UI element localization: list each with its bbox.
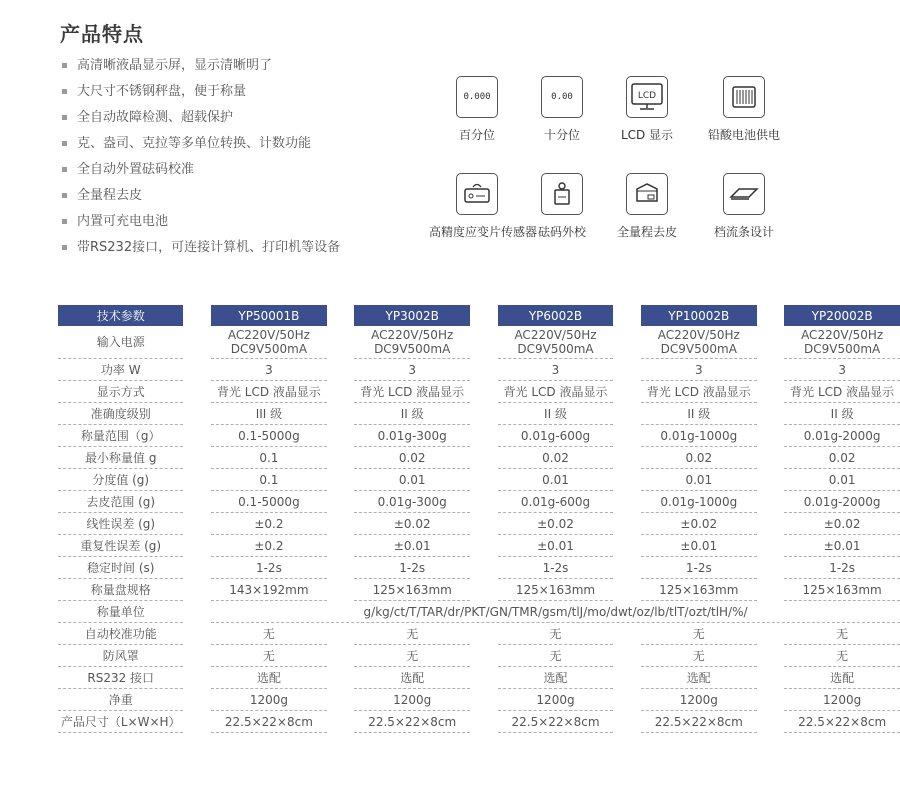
param-value: 3 — [641, 359, 757, 381]
param-value: III 级 — [211, 403, 327, 425]
param-value: 无 — [211, 623, 327, 645]
param-value: 1-2s — [211, 557, 327, 579]
param-value: 选配 — [784, 667, 900, 689]
icon-label: 全量程去皮 — [616, 225, 677, 239]
param-value: 0.01g-600g — [498, 491, 614, 513]
decile-display-icon: 0.00 — [541, 76, 583, 118]
feature-item — [60, 212, 340, 238]
spec-row — [58, 689, 900, 711]
feature-text: 全自动故障检测、超载保护 — [77, 110, 234, 125]
spec-row — [58, 403, 900, 425]
param-value: 0.02 — [784, 447, 900, 469]
param-value: 背光 LCD 液晶显示 — [498, 381, 614, 403]
feature-item — [60, 160, 340, 186]
feature-item — [60, 134, 340, 160]
param-value: 背光 LCD 液晶显示 — [641, 381, 757, 403]
feature-icon-cell — [514, 76, 610, 143]
param-value: 无 — [641, 645, 757, 667]
param-label: 称量盘规格 — [58, 579, 183, 601]
model-header: YP3002B — [354, 305, 470, 326]
feature-text: 全自动外置砝码校准 — [77, 162, 195, 177]
param-value: ±0.2 — [211, 535, 327, 557]
param-value: ±0.01 — [641, 535, 757, 557]
param-value: 22.5×22×8cm — [784, 711, 900, 733]
param-value: 125×163mm — [641, 579, 757, 601]
feature-text: 内置可充电电池 — [77, 214, 169, 229]
param-label: 准确度级别 — [58, 403, 183, 425]
param-value: 选配 — [498, 667, 614, 689]
param-label: 产品尺寸（L×W×H） — [58, 711, 183, 733]
feature-item — [60, 238, 340, 264]
feature-text: 大尺寸不锈钢秤盘，便于称量 — [77, 84, 247, 99]
param-value: ±0.02 — [784, 513, 900, 535]
param-value: 0.01g-300g — [354, 491, 470, 513]
param-value: 无 — [354, 645, 470, 667]
param-value: 选配 — [641, 667, 757, 689]
param-value: 无 — [641, 623, 757, 645]
model-header: YP20002B — [784, 305, 900, 326]
feature-text: 全量程去皮 — [77, 188, 143, 203]
spec-row — [58, 557, 900, 579]
param-value: 1-2s — [784, 557, 900, 579]
feature-icon-cell — [696, 173, 792, 240]
feature-list — [60, 56, 340, 264]
icon-label: 高精度应变片传感器 — [429, 225, 538, 239]
param-value: 125×163mm — [498, 579, 614, 601]
feature-text: 带RS232接口，可连接计算机、打印机等设备 — [77, 240, 341, 255]
bullet-icon — [62, 63, 67, 68]
param-label: 稳定时间 (s) — [58, 557, 183, 579]
spec-row — [58, 711, 900, 733]
spec-row — [58, 513, 900, 535]
param-value: ±0.02 — [641, 513, 757, 535]
param-value: 3 — [498, 359, 614, 381]
lcd-monitor-icon — [626, 76, 668, 118]
param-value: 0.01 — [641, 469, 757, 491]
param-label: 功率 W — [58, 359, 183, 381]
param-value: 0.1 — [211, 469, 327, 491]
param-value: 0.01 — [498, 469, 614, 491]
param-value: 无 — [784, 623, 900, 645]
model-header: YP50001B — [211, 305, 327, 326]
param-value: 无 — [354, 623, 470, 645]
param-value: 143×192mm — [211, 579, 327, 601]
spec-row — [58, 469, 900, 491]
param-label: 重复性误差 (g) — [58, 535, 183, 557]
param-label: 线性误差 (g) — [58, 513, 183, 535]
param-value: 0.01g-2000g — [784, 425, 900, 447]
param-value: 1200g — [498, 689, 614, 711]
param-value: 1200g — [354, 689, 470, 711]
param-value: 3 — [211, 359, 327, 381]
spec-row — [58, 359, 900, 381]
spec-row — [58, 667, 900, 689]
param-value: 22.5×22×8cm — [498, 711, 614, 733]
param-value: 背光 LCD 液晶显示 — [354, 381, 470, 403]
param-value: AC220V/50Hz DC9V500mA — [784, 326, 900, 359]
sensor-icon — [456, 173, 498, 215]
feature-item — [60, 108, 340, 134]
param-value: 0.01g-600g — [498, 425, 614, 447]
param-value: 0.01g-1000g — [641, 491, 757, 513]
param-value: 背光 LCD 液晶显示 — [211, 381, 327, 403]
param-value: II 级 — [784, 403, 900, 425]
spec-row — [58, 447, 900, 469]
param-value: ±0.02 — [354, 513, 470, 535]
percentile-display-icon: 0.000 — [456, 76, 498, 118]
param-value: 125×163mm — [784, 579, 900, 601]
spec-row — [58, 535, 900, 557]
param-label: 去皮范围 (g) — [58, 491, 183, 513]
param-label: 最小称量值 g — [58, 447, 183, 469]
param-label: 显示方式 — [58, 381, 183, 403]
icon-label: LCD 显示 — [620, 128, 674, 142]
param-value: 22.5×22×8cm — [641, 711, 757, 733]
spec-row — [58, 491, 900, 513]
param-value: 0.01g-300g — [354, 425, 470, 447]
feature-text: 克、盎司、克拉等多单位转换、计数功能 — [77, 136, 312, 151]
param-value: 选配 — [354, 667, 470, 689]
param-value: II 级 — [354, 403, 470, 425]
feature-item — [60, 82, 340, 108]
param-label: 防风罩 — [58, 645, 183, 667]
tare-box-icon — [626, 173, 668, 215]
spec-row — [58, 623, 900, 645]
bullet-icon — [62, 89, 67, 94]
model-header: YP6002B — [498, 305, 614, 326]
param-value: ±0.2 — [211, 513, 327, 535]
feature-item — [60, 186, 340, 212]
param-value: 背光 LCD 液晶显示 — [784, 381, 900, 403]
param-value: 0.01g-1000g — [641, 425, 757, 447]
param-value: ±0.01 — [784, 535, 900, 557]
bullet-icon — [62, 115, 67, 120]
spec-row — [58, 381, 900, 403]
param-value: 0.01 — [354, 469, 470, 491]
feature-icon-cell — [429, 76, 525, 143]
param-label: 称量单位 — [58, 601, 183, 623]
feature-icon-cell — [514, 173, 610, 240]
bullet-icon — [62, 219, 67, 224]
param-value: II 级 — [498, 403, 614, 425]
section-title: 产品特点 — [60, 22, 144, 46]
param-value: 无 — [498, 623, 614, 645]
param-value: 22.5×22×8cm — [354, 711, 470, 733]
param-label: 称量范围（g） — [58, 425, 183, 447]
battery-icon — [723, 76, 765, 118]
param-value: 0.01 — [784, 469, 900, 491]
param-value: 无 — [784, 645, 900, 667]
param-value: II 级 — [641, 403, 757, 425]
param-value: 3 — [784, 359, 900, 381]
feature-item — [60, 56, 340, 82]
feature-text: 高清晰液晶显示屏，显示清晰明了 — [77, 58, 273, 73]
spec-table — [58, 305, 900, 733]
param-value: 1-2s — [498, 557, 614, 579]
param-value: 1-2s — [641, 557, 757, 579]
weighing-plate-icon — [723, 173, 765, 215]
param-value: ±0.01 — [354, 535, 470, 557]
spec-row — [58, 579, 900, 601]
param-value: 0.01g-2000g — [784, 491, 900, 513]
param-value: 1200g — [211, 689, 327, 711]
feature-icon-cell — [429, 173, 538, 240]
param-value: 0.02 — [498, 447, 614, 469]
svg-text:LCD: LCD — [637, 91, 657, 101]
param-value: AC220V/50Hz DC9V500mA — [641, 326, 757, 359]
param-label: 自动校准功能 — [58, 623, 183, 645]
bullet-icon — [62, 245, 67, 250]
icon-label: 档流条设计 — [713, 225, 774, 239]
param-value: 0.1 — [211, 447, 327, 469]
param-value: 0.02 — [354, 447, 470, 469]
param-value: AC220V/50Hz DC9V500mA — [498, 326, 614, 359]
param-label: 输入电源 — [58, 326, 183, 359]
spec-row — [58, 645, 900, 667]
param-value: 3 — [354, 359, 470, 381]
param-value: g/kg/ct/T/TAR/dr/PKT/GN/TMR/gsm/tlJ/mo/dwt/oz/lb/tlT/ozt/tlH/%/ — [211, 601, 900, 623]
model-header: YP10002B — [641, 305, 757, 326]
feature-icon-cell — [599, 173, 695, 240]
param-value: 0.1-5000g — [211, 425, 327, 447]
param-value: 1200g — [641, 689, 757, 711]
param-value: 无 — [498, 645, 614, 667]
feature-icon-cell — [599, 76, 695, 143]
param-label: 净重 — [58, 689, 183, 711]
param-value: ±0.01 — [498, 535, 614, 557]
feature-icon-cell — [696, 76, 792, 143]
param-value: 选配 — [211, 667, 327, 689]
icon-label: 十分位 — [543, 128, 580, 142]
param-value: 无 — [211, 645, 327, 667]
icon-label: 铅酸电池供电 — [707, 128, 780, 142]
param-label: RS232 接口 — [58, 667, 183, 689]
spec-row — [58, 425, 900, 447]
param-value: AC220V/50Hz DC9V500mA — [211, 326, 327, 359]
param-label: 分度值 (g) — [58, 469, 183, 491]
bullet-icon — [62, 141, 67, 146]
spec-header-param: 技术参数 — [58, 305, 183, 326]
param-value: ±0.02 — [498, 513, 614, 535]
spec-row — [58, 326, 900, 359]
icon-label: 百分位 — [458, 128, 495, 142]
param-value: 1-2s — [354, 557, 470, 579]
param-value: 22.5×22×8cm — [211, 711, 327, 733]
param-value: AC220V/50Hz DC9V500mA — [354, 326, 470, 359]
icon-label: 砝码外校 — [537, 225, 586, 239]
spec-row — [58, 601, 900, 623]
calibration-weight-icon — [541, 173, 583, 215]
param-value: 0.02 — [641, 447, 757, 469]
param-value: 1200g — [784, 689, 900, 711]
param-value: 125×163mm — [354, 579, 470, 601]
param-value: 0.1-5000g — [211, 491, 327, 513]
bullet-icon — [62, 193, 67, 198]
bullet-icon — [62, 167, 67, 172]
